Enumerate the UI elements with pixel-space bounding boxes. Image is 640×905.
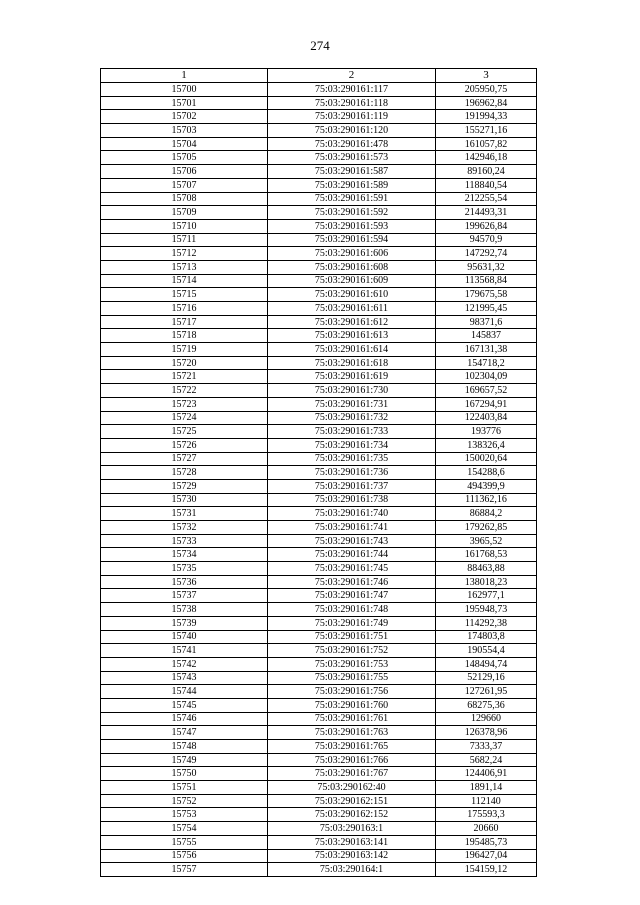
- row-number-cell: 15738: [101, 603, 268, 617]
- cadastral-number-cell: 75:03:290161:747: [268, 589, 436, 603]
- value-cell: 122403,84: [436, 411, 537, 425]
- value-cell: 113568,84: [436, 274, 537, 288]
- column-header-1: 1: [101, 69, 268, 83]
- cadastral-number-cell: 75:03:290161:753: [268, 657, 436, 671]
- table-row: [101, 165, 537, 179]
- table-row: [101, 726, 537, 740]
- table-row: [101, 685, 537, 699]
- page-number: 274: [310, 38, 330, 53]
- value-cell: 138326,4: [436, 438, 537, 452]
- cadastral-number-cell: 75:03:290161:611: [268, 302, 436, 316]
- value-cell: 174803,8: [436, 630, 537, 644]
- row-number-cell: 15710: [101, 219, 268, 233]
- value-cell: 111362,16: [436, 493, 537, 507]
- value-cell: 150020,64: [436, 452, 537, 466]
- table-row: [101, 384, 537, 398]
- row-number-cell: 15745: [101, 698, 268, 712]
- cadastral-number-cell: 75:03:290163:1: [268, 822, 436, 836]
- table-row: [101, 124, 537, 138]
- table-row: [101, 753, 537, 767]
- table-row: [101, 247, 537, 261]
- row-number-cell: 15741: [101, 644, 268, 658]
- table-row: [101, 781, 537, 795]
- row-number-cell: 15735: [101, 562, 268, 576]
- value-cell: 175593,3: [436, 808, 537, 822]
- cadastral-number-cell: 75:03:290161:767: [268, 767, 436, 781]
- row-number-cell: 15756: [101, 849, 268, 863]
- table-row: [101, 521, 537, 535]
- value-cell: 212255,54: [436, 192, 537, 206]
- table-row: [101, 329, 537, 343]
- table-row: [101, 151, 537, 165]
- row-number-cell: 15705: [101, 151, 268, 165]
- row-number-cell: 15700: [101, 83, 268, 97]
- cadastral-number-cell: 75:03:290161:733: [268, 425, 436, 439]
- row-number-cell: 15716: [101, 302, 268, 316]
- table-row: [101, 96, 537, 110]
- cadastral-number-cell: 75:03:290161:120: [268, 124, 436, 138]
- value-cell: 190554,4: [436, 644, 537, 658]
- cadastral-number-cell: 75:03:290161:618: [268, 356, 436, 370]
- value-cell: 145837: [436, 329, 537, 343]
- table-row: [101, 835, 537, 849]
- table-row: [101, 644, 537, 658]
- cadastral-number-cell: 75:03:290161:748: [268, 603, 436, 617]
- cadastral-number-cell: 75:03:290161:738: [268, 493, 436, 507]
- data-table: [100, 68, 537, 877]
- table-row: [101, 192, 537, 206]
- cadastral-number-cell: 75:03:290161:593: [268, 219, 436, 233]
- table-row: [101, 425, 537, 439]
- cadastral-number-cell: 75:03:290161:589: [268, 178, 436, 192]
- cadastral-number-cell: 75:03:290161:731: [268, 397, 436, 411]
- value-cell: 5682,24: [436, 753, 537, 767]
- table-row: [101, 548, 537, 562]
- row-number-cell: 15709: [101, 206, 268, 220]
- value-cell: 148494,74: [436, 657, 537, 671]
- table-row: [101, 370, 537, 384]
- table-row: [101, 260, 537, 274]
- value-cell: 195485,73: [436, 835, 537, 849]
- table-row: [101, 110, 537, 124]
- row-number-cell: 15727: [101, 452, 268, 466]
- value-cell: 199626,84: [436, 219, 537, 233]
- row-number-cell: 15739: [101, 616, 268, 630]
- value-cell: 205950,75: [436, 83, 537, 97]
- cadastral-number-cell: 75:03:290163:141: [268, 835, 436, 849]
- row-number-cell: 15730: [101, 493, 268, 507]
- cadastral-number-cell: 75:03:290161:478: [268, 137, 436, 151]
- value-cell: 129660: [436, 712, 537, 726]
- row-number-cell: 15749: [101, 753, 268, 767]
- table-row: [101, 603, 537, 617]
- value-cell: 89160,24: [436, 165, 537, 179]
- row-number-cell: 15750: [101, 767, 268, 781]
- value-cell: 142946,18: [436, 151, 537, 165]
- row-number-cell: 15720: [101, 356, 268, 370]
- table-row: [101, 589, 537, 603]
- row-number-cell: 15744: [101, 685, 268, 699]
- header-row: [101, 69, 537, 83]
- cadastral-number-cell: 75:03:290161:606: [268, 247, 436, 261]
- cadastral-number-cell: 75:03:290161:749: [268, 616, 436, 630]
- cadastral-number-cell: 75:03:290161:612: [268, 315, 436, 329]
- value-cell: 167131,38: [436, 343, 537, 357]
- value-cell: 154288,6: [436, 466, 537, 480]
- value-cell: 179262,85: [436, 521, 537, 535]
- cadastral-number-cell: 75:03:290161:744: [268, 548, 436, 562]
- table-row: [101, 479, 537, 493]
- value-cell: 94570,9: [436, 233, 537, 247]
- row-number-cell: 15753: [101, 808, 268, 822]
- row-number-cell: 15714: [101, 274, 268, 288]
- value-cell: 494399,9: [436, 479, 537, 493]
- table-row: [101, 712, 537, 726]
- table-row: [101, 534, 537, 548]
- cadastral-number-cell: 75:03:290161:756: [268, 685, 436, 699]
- value-cell: 127261,95: [436, 685, 537, 699]
- table-row: [101, 466, 537, 480]
- cadastral-number-cell: 75:03:290161:745: [268, 562, 436, 576]
- cadastral-number-cell: 75:03:290161:587: [268, 165, 436, 179]
- row-number-cell: 15752: [101, 794, 268, 808]
- cadastral-number-cell: 75:03:290161:761: [268, 712, 436, 726]
- value-cell: 196427,04: [436, 849, 537, 863]
- table-row: [101, 794, 537, 808]
- cadastral-number-cell: 75:03:290161:591: [268, 192, 436, 206]
- table-row: [101, 698, 537, 712]
- cadastral-number-cell: 75:03:290161:740: [268, 507, 436, 521]
- table-row: [101, 493, 537, 507]
- row-number-cell: 15721: [101, 370, 268, 384]
- value-cell: 3965,52: [436, 534, 537, 548]
- row-number-cell: 15732: [101, 521, 268, 535]
- table-body: [101, 83, 537, 877]
- table-row: [101, 575, 537, 589]
- cadastral-number-cell: 75:03:290161:609: [268, 274, 436, 288]
- value-cell: 52129,16: [436, 671, 537, 685]
- row-number-cell: 15701: [101, 96, 268, 110]
- table-row: [101, 849, 537, 863]
- cadastral-number-cell: 75:03:290161:573: [268, 151, 436, 165]
- cadastral-number-cell: 75:03:290161:613: [268, 329, 436, 343]
- table-row: [101, 507, 537, 521]
- value-cell: 179675,58: [436, 288, 537, 302]
- row-number-cell: 15702: [101, 110, 268, 124]
- value-cell: 121995,45: [436, 302, 537, 316]
- table-row: [101, 767, 537, 781]
- table-row: [101, 233, 537, 247]
- value-cell: 7333,37: [436, 740, 537, 754]
- table-row: [101, 562, 537, 576]
- cadastral-number-cell: 75:03:290161:614: [268, 343, 436, 357]
- row-number-cell: 15734: [101, 548, 268, 562]
- row-number-cell: 15711: [101, 233, 268, 247]
- value-cell: 154718,2: [436, 356, 537, 370]
- table-row: [101, 206, 537, 220]
- row-number-cell: 15703: [101, 124, 268, 138]
- table-row: [101, 178, 537, 192]
- table-row: [101, 274, 537, 288]
- value-cell: 68275,36: [436, 698, 537, 712]
- table-row: [101, 630, 537, 644]
- table-row: [101, 657, 537, 671]
- row-number-cell: 15729: [101, 479, 268, 493]
- cadastral-number-cell: 75:03:290161:594: [268, 233, 436, 247]
- row-number-cell: 15731: [101, 507, 268, 521]
- cadastral-number-cell: 75:03:290163:142: [268, 849, 436, 863]
- cadastral-number-cell: 75:03:290161:766: [268, 753, 436, 767]
- row-number-cell: 15748: [101, 740, 268, 754]
- value-cell: 1891,14: [436, 781, 537, 795]
- cadastral-number-cell: 75:03:290161:119: [268, 110, 436, 124]
- row-number-cell: 15742: [101, 657, 268, 671]
- cadastral-number-cell: 75:03:290161:737: [268, 479, 436, 493]
- value-cell: 191994,33: [436, 110, 537, 124]
- value-cell: 98371,6: [436, 315, 537, 329]
- table-row: [101, 822, 537, 836]
- row-number-cell: 15755: [101, 835, 268, 849]
- table-row: [101, 411, 537, 425]
- row-number-cell: 15723: [101, 397, 268, 411]
- value-cell: 167294,91: [436, 397, 537, 411]
- column-header-3: 3: [436, 69, 537, 83]
- value-cell: 162977,1: [436, 589, 537, 603]
- table-row: [101, 137, 537, 151]
- column-header-2: 2: [268, 69, 436, 83]
- cadastral-number-cell: 75:03:290162:152: [268, 808, 436, 822]
- row-number-cell: 15704: [101, 137, 268, 151]
- table-row: [101, 671, 537, 685]
- cadastral-number-cell: 75:03:290161:730: [268, 384, 436, 398]
- value-cell: 114292,38: [436, 616, 537, 630]
- cadastral-number-cell: 75:03:290161:734: [268, 438, 436, 452]
- table-row: [101, 397, 537, 411]
- cadastral-number-cell: 75:03:290161:760: [268, 698, 436, 712]
- cadastral-number-cell: 75:03:290161:117: [268, 83, 436, 97]
- cadastral-number-cell: 75:03:290161:743: [268, 534, 436, 548]
- cadastral-number-cell: 75:03:290161:752: [268, 644, 436, 658]
- value-cell: 95631,32: [436, 260, 537, 274]
- cadastral-number-cell: 75:03:290161:755: [268, 671, 436, 685]
- table-row: [101, 83, 537, 97]
- row-number-cell: 15708: [101, 192, 268, 206]
- cadastral-number-cell: 75:03:290161:736: [268, 466, 436, 480]
- cadastral-number-cell: 75:03:290161:619: [268, 370, 436, 384]
- cadastral-number-cell: 75:03:290162:40: [268, 781, 436, 795]
- row-number-cell: 15728: [101, 466, 268, 480]
- cadastral-number-cell: 75:03:290161:610: [268, 288, 436, 302]
- row-number-cell: 15722: [101, 384, 268, 398]
- value-cell: 88463,88: [436, 562, 537, 576]
- table-row: [101, 740, 537, 754]
- value-cell: 102304,09: [436, 370, 537, 384]
- table-row: [101, 343, 537, 357]
- cadastral-number-cell: 75:03:290161:118: [268, 96, 436, 110]
- value-cell: 161057,82: [436, 137, 537, 151]
- row-number-cell: 15719: [101, 343, 268, 357]
- value-cell: 20660: [436, 822, 537, 836]
- table-row: [101, 356, 537, 370]
- row-number-cell: 15715: [101, 288, 268, 302]
- value-cell: 138018,23: [436, 575, 537, 589]
- value-cell: 214493,31: [436, 206, 537, 220]
- table-row: [101, 288, 537, 302]
- row-number-cell: 15726: [101, 438, 268, 452]
- row-number-cell: 15737: [101, 589, 268, 603]
- row-number-cell: 15717: [101, 315, 268, 329]
- row-number-cell: 15743: [101, 671, 268, 685]
- table-row: [101, 616, 537, 630]
- table-row: [101, 438, 537, 452]
- value-cell: 112140: [436, 794, 537, 808]
- row-number-cell: 15718: [101, 329, 268, 343]
- value-cell: 193776: [436, 425, 537, 439]
- cadastral-number-cell: 75:03:290161:732: [268, 411, 436, 425]
- table-row: [101, 315, 537, 329]
- row-number-cell: 15724: [101, 411, 268, 425]
- cadastral-number-cell: 75:03:290161:592: [268, 206, 436, 220]
- table-row: [101, 863, 537, 877]
- value-cell: 154159,12: [436, 863, 537, 877]
- cadastral-number-cell: 75:03:290161:763: [268, 726, 436, 740]
- row-number-cell: 15757: [101, 863, 268, 877]
- value-cell: 124406,91: [436, 767, 537, 781]
- row-number-cell: 15751: [101, 781, 268, 795]
- cadastral-number-cell: 75:03:290161:746: [268, 575, 436, 589]
- row-number-cell: 15712: [101, 247, 268, 261]
- table-row: [101, 452, 537, 466]
- value-cell: 155271,16: [436, 124, 537, 138]
- row-number-cell: 15740: [101, 630, 268, 644]
- table-row: [101, 302, 537, 316]
- cadastral-number-cell: 75:03:290161:735: [268, 452, 436, 466]
- row-number-cell: 15706: [101, 165, 268, 179]
- value-cell: 196962,84: [436, 96, 537, 110]
- row-number-cell: 15754: [101, 822, 268, 836]
- row-number-cell: 15746: [101, 712, 268, 726]
- row-number-cell: 15713: [101, 260, 268, 274]
- value-cell: 118840,54: [436, 178, 537, 192]
- value-cell: 195948,73: [436, 603, 537, 617]
- cadastral-number-cell: 75:03:290161:741: [268, 521, 436, 535]
- row-number-cell: 15736: [101, 575, 268, 589]
- table-row: [101, 808, 537, 822]
- value-cell: 147292,74: [436, 247, 537, 261]
- value-cell: 161768,53: [436, 548, 537, 562]
- cadastral-number-cell: 75:03:290161:751: [268, 630, 436, 644]
- row-number-cell: 15747: [101, 726, 268, 740]
- value-cell: 169657,52: [436, 384, 537, 398]
- cadastral-number-cell: 75:03:290161:608: [268, 260, 436, 274]
- row-number-cell: 15725: [101, 425, 268, 439]
- table-row: [101, 219, 537, 233]
- value-cell: 126378,96: [436, 726, 537, 740]
- row-number-cell: 15707: [101, 178, 268, 192]
- value-cell: 86884,2: [436, 507, 537, 521]
- cadastral-number-cell: 75:03:290161:765: [268, 740, 436, 754]
- row-number-cell: 15733: [101, 534, 268, 548]
- cadastral-number-cell: 75:03:290164:1: [268, 863, 436, 877]
- cadastral-number-cell: 75:03:290162:151: [268, 794, 436, 808]
